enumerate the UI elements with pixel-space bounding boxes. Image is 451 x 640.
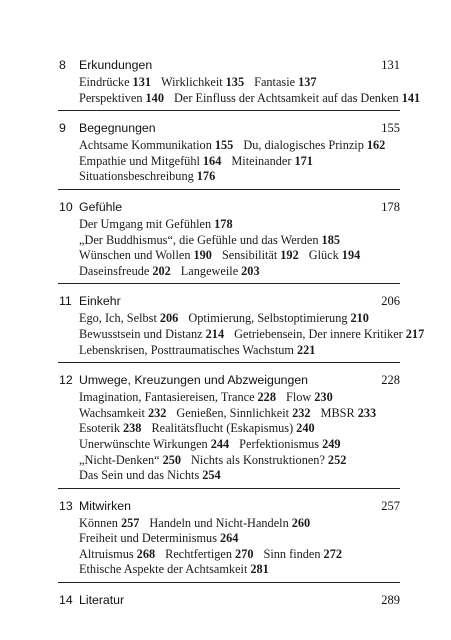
subentry-line [79,138,400,154]
subentry-page-number: 202 [152,263,171,278]
subentry-page-number: 135 [225,75,245,89]
chapter-section [58,362,400,488]
subentry-page-number: 206 [159,311,179,326]
subentry-page-number: 203 [241,263,260,278]
chapter-page-number: 257 [381,498,400,513]
subentry-page-number: 155 [214,138,234,153]
chapter-page-number: 206 [381,294,400,309]
subentry-page-number: 185 [321,232,340,247]
subentry-title: Bewusstsein und Distanz [79,326,203,341]
subentry-page-number: 232 [292,405,311,420]
subentry-title: Sinn finden [263,546,321,561]
subentry [254,75,316,89]
chapter-number: 9 [59,121,66,136]
subentry-page-number: 192 [280,248,299,263]
subentry-page-number: 190 [193,248,212,263]
subentry-title: Unerwünschte Wirkungen [79,436,208,451]
subentry [79,468,221,482]
subentry [79,390,276,404]
subentry [79,154,221,168]
chapter-section [58,110,400,189]
subentry-page-number: 137 [298,75,317,89]
chapter-section [58,189,400,283]
subentry-line [79,233,400,249]
chapter-page-number: 131 [381,58,400,72]
subentry-title: Getriebensein, Der innere Kritiker [234,326,403,341]
subentry [79,264,171,278]
subentry-line [79,531,400,547]
subentry-title: Langeweile [180,263,239,278]
chapter-title: Literatur [79,593,125,608]
subentry-title: Der Umgang mit Gefühlen [79,216,212,231]
subentry [79,75,151,89]
subentry-line [79,90,421,107]
chapter-page-number: 155 [381,121,400,136]
subentry [79,217,233,231]
subentry [79,406,166,420]
subentry [79,531,238,545]
subentry-title: Optimierung, Selbstoptimierung [188,311,348,326]
subentry [79,562,269,576]
subentry [188,311,369,325]
subentry-line [79,217,400,233]
subentry-title: Genießen, Sinnlichkeit [176,405,290,420]
subentry-page-number: 171 [294,153,313,168]
subentry-page-number: 233 [357,405,377,420]
subentry-page-number: 230 [314,390,333,405]
subentry [174,91,420,105]
chapter-section [58,582,400,614]
chapter-heading [58,292,400,311]
subentry-page-number: 176 [196,169,216,184]
subentry-line [79,343,400,359]
subentry-title: Imagination, Fantasiereisen, Trance [79,390,255,405]
subentry-page-number: 178 [214,216,233,231]
subentry-page-number: 221 [296,342,316,357]
subentry [79,169,215,183]
chapter-number: 8 [59,58,66,72]
subentry-title: Miteinander [231,153,292,168]
subentry-title: Realitätsflucht (Eskapismus) [151,421,294,436]
subentry-list [58,75,421,106]
subentry-line [79,248,400,264]
subentry [286,390,333,404]
chapter-heading [58,198,400,217]
subentry-title: Ego, Ich, Selbst [79,311,157,326]
subentry-title: Situationsbeschreibung [79,169,194,184]
subentry-page-number: 217 [405,326,425,341]
subentry-title: Handeln und Nicht-Handeln [149,515,289,530]
subentry-list [58,138,400,185]
subentry-title: „Nicht-Denken“ [79,452,160,467]
chapter-title: Umwege, Kreuzungen und Abzweigungen [79,373,309,388]
subentry-title: Perspektiven [79,90,143,105]
subentry [321,406,377,420]
subentry [222,248,299,262]
subentry-page-number: 264 [219,531,239,546]
chapter-title: Einkehr [79,294,121,309]
subentry-title: MBSR [320,405,355,420]
subentry-page-number: 141 [401,90,421,105]
subentry [79,343,315,357]
chapter-number: 11 [59,294,72,309]
subentry-line [79,421,400,437]
subentry-title: Perfektionismus [239,436,320,451]
chapter-page-number: 178 [381,199,400,214]
subentry-title: Esoterik [79,421,120,436]
subentry-page-number: 228 [257,390,276,405]
subentry [149,516,310,530]
subentry-page-number: 254 [202,468,221,483]
subentry-title: Können [79,515,118,530]
subentry-page-number: 260 [291,515,311,530]
subentry-page-number: 244 [210,436,230,451]
chapter-title: Gefühle [79,199,123,214]
subentry [243,138,385,152]
subentry-title: „Der Buddhismus“, die Gefühle und das Werden [79,232,319,247]
subentry-page-number: 240 [296,421,315,436]
subentry [79,453,181,467]
subentry [79,91,164,105]
subentry [79,421,141,435]
chapter-heading [58,371,400,390]
subentry-line [79,326,425,343]
subentry-line [79,390,400,406]
subentry [239,437,340,451]
chapter-section [58,51,421,110]
table-of-contents [58,51,425,614]
subentry-line [79,547,400,563]
chapter-heading [58,56,400,75]
chapter-page-number: 228 [381,373,400,388]
chapter-number: 13 [59,498,73,513]
chapter-title: Mitwirken [79,498,131,513]
chapter-heading [58,119,400,138]
chapter-number: 14 [59,593,73,608]
subentry-title: Fantasie [254,75,296,89]
subentry-title: Achtsame Kommunikation [79,138,212,153]
subentry [79,248,212,262]
subentry-line [79,468,400,484]
subentry [79,547,155,561]
subentry-page-number: 250 [162,452,182,467]
subentry-title: Ethische Aspekte der Achtsamkeit [79,562,248,577]
subentry [176,406,310,420]
subentry [264,547,343,561]
subentry-page-number: 162 [366,138,386,153]
subentry-line [79,406,400,422]
subentry-page-number: 249 [322,436,341,451]
subentry-page-number: 131 [132,75,151,89]
subentry-title: Sensibilität [221,248,278,263]
chapter-page-number: 289 [381,593,400,608]
chapter-title: Begegnungen [79,121,156,136]
subentry-title: Eindrücke [79,75,130,89]
subentry-page-number: 268 [136,546,156,561]
subentry-line [79,311,400,327]
subentry-page-number: 140 [145,90,164,105]
chapter-section [58,488,400,582]
subentry-title: Flow [285,390,312,405]
chapter-number: 12 [59,373,73,388]
subentry-title: Wachsamkeit [79,405,145,420]
subentry [161,75,244,89]
subentry [79,311,178,325]
subentry [79,437,229,451]
subentry-title: Wirklichkeit [161,75,223,89]
subentry [151,421,314,435]
chapter-section [58,283,425,362]
subentry-page-number: 164 [202,153,222,168]
subentry-page-number: 281 [250,562,269,577]
subentry-page-number: 257 [120,515,140,530]
subentry-list [58,516,400,578]
subentry-title: Das Sein und das Nichts [79,468,200,483]
subentry [231,154,313,168]
chapter-number: 10 [59,199,73,214]
subentry [79,138,233,152]
subentry-title: Empathie und Mitgefühl [79,153,200,168]
subentry [191,453,346,467]
subentry-title: Altruismus [79,546,134,561]
subentry-page-number: 214 [205,326,225,341]
subentry-line [79,154,400,170]
subentry-title: Glück [308,248,339,263]
subentry [79,516,139,530]
subentry-page-number: 194 [341,248,361,263]
subentry-page-number: 238 [122,421,142,436]
subentry-list [58,390,400,484]
chapter-title: Erkundungen [79,58,153,72]
subentry [79,327,224,341]
chapter-heading [58,497,400,516]
subentry-title: Du, dialogisches Prinzip [243,138,364,153]
subentry-page-number: 270 [235,546,254,561]
subentry [165,547,253,561]
subentry [181,264,260,278]
chapter-heading [58,591,400,610]
subentry-line [79,169,400,185]
subentry-list [58,311,425,358]
subentry-line [79,516,400,532]
subentry [79,233,340,247]
subentry-title: Lebenskrisen, Posttraumatisches Wachstum [79,342,294,357]
subentry [234,327,424,341]
subentry-title: Rechtfertigen [165,546,233,561]
subentry-title: Daseinsfreude [79,263,150,278]
subentry-page-number: 232 [147,405,167,420]
subentry-title: Wünschen und Wollen [79,248,191,263]
subentry-line [79,75,400,91]
subentry-title: Nichts als Konstruktionen? [191,452,325,467]
subentry-line [79,453,400,469]
subentry-line [79,264,400,280]
subentry-page-number: 252 [327,452,347,467]
subentry [309,248,361,262]
subentry-title: Freiheit und Determinismus [79,531,217,546]
subentry-line [79,437,400,453]
subentry-title: Der Einfluss der Achtsamkeit auf das Denken [173,90,399,105]
subentry-list [58,217,400,279]
subentry-page-number: 210 [350,311,369,326]
subentry-line [79,562,400,578]
subentry-page-number: 272 [323,546,342,561]
